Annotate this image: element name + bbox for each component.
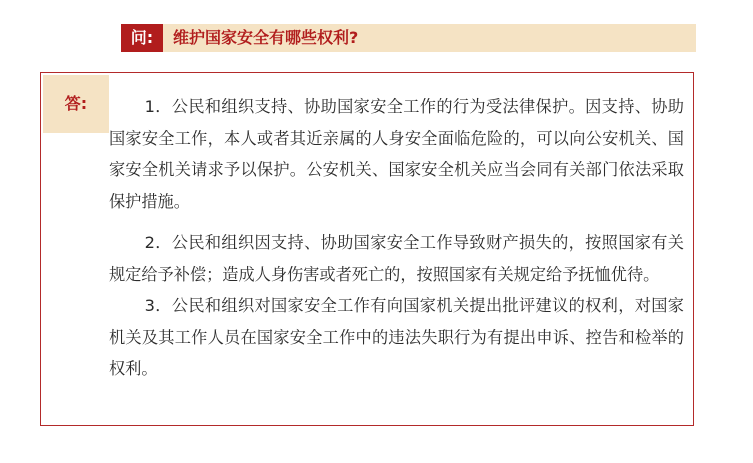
answer-paragraph-1: 1．公民和组织支持、协助国家安全工作的行为受法律保护。因支持、协助国家安全工作，本人或者其近亲属的人身安全面临危险的，可以向公安机关、国家安全机关请求予以保护。公安机关、国家安全机关应当会同有关部门依法采取保护措施。: [109, 97, 684, 211]
question-text: 维护国家安全有哪些权利?: [173, 28, 359, 47]
answer-body: [109, 91, 684, 385]
question-tag: 问:: [121, 24, 163, 52]
answer-paragraph-2: 2．公民和组织因支持、协助国家安全工作导致财产损失的，按照国家有关规定给予补偿；造成人身伤害或者死亡的，按照国家有关规定给予抚恤优待。: [109, 233, 684, 284]
answer-tag: 答:: [43, 75, 109, 133]
answer-box: [40, 72, 694, 426]
answer-paragraph-3: 3．公民和组织对国家安全工作有向国家机关提出批评建议的权利，对国家机关及其工作人员在国家安全工作中的违法失职行为有提出申诉、控告和检举的权利。: [109, 296, 684, 378]
question-bar: [121, 24, 696, 52]
